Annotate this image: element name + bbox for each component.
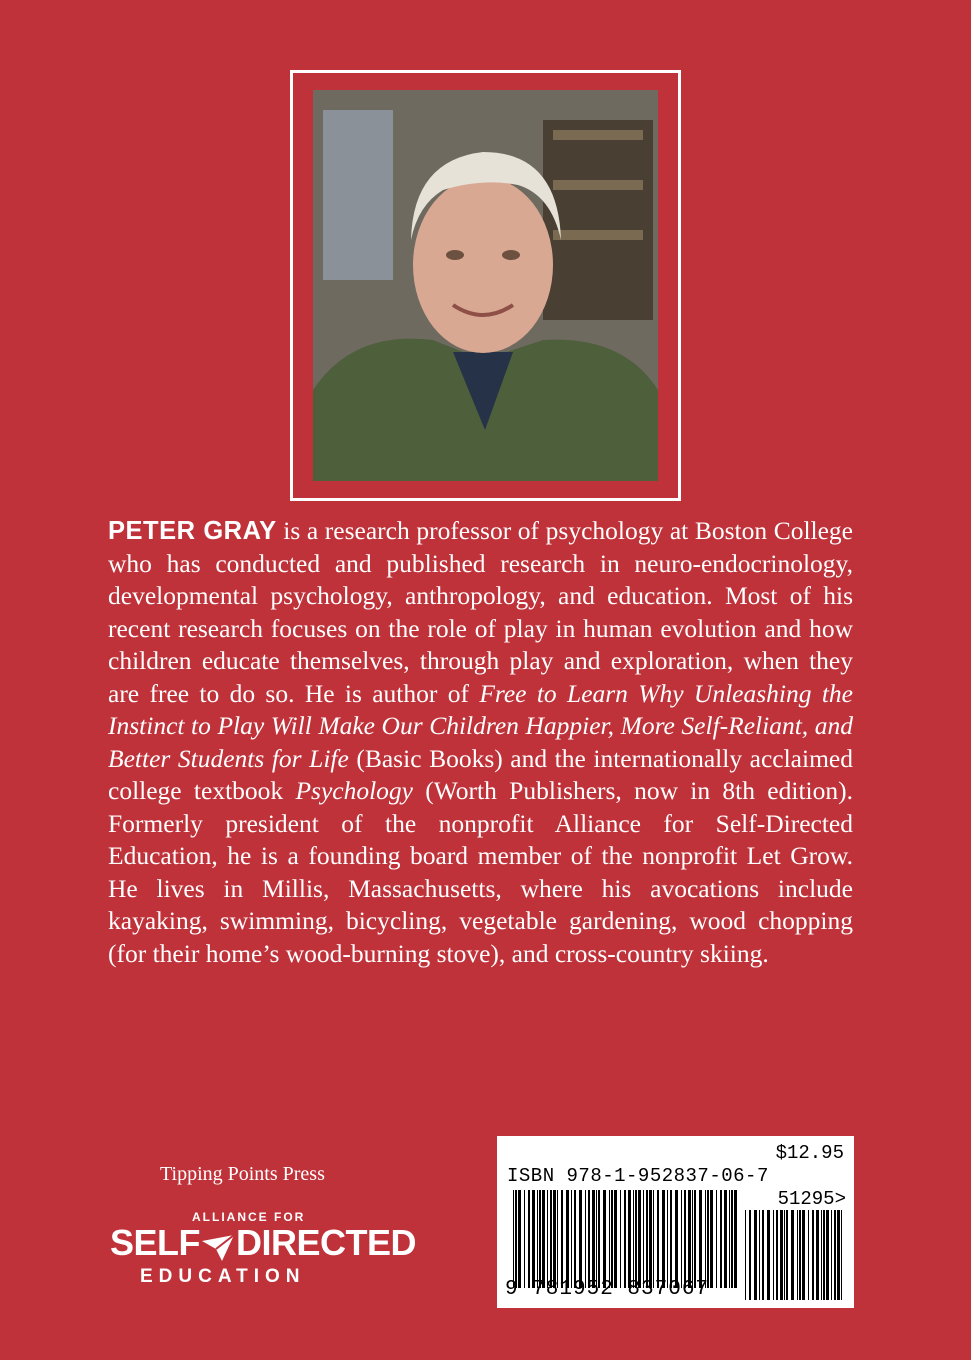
addon-code: 51295> [777,1188,846,1210]
author-name: PETER GRAY [108,517,277,545]
logo-word-self: SELF [110,1222,201,1263]
price-barcode [745,1210,845,1300]
logo-main-text [110,1222,416,1264]
book-title-psychology: Psychology [295,776,413,805]
bio-text-part-3: (Worth Publishers, now in 8th edition). Formerly president of the nonprofit Alliance for Self-Directed Education, he is a founding board member of the nonprofit Let Grow. He lives in Millis, Massachusetts, where his avocations include kayaking, swimming, bicycling, vegetable gardening, wood chopping (for their home’s wood-burning stove), and cross-country skiing. [108,776,853,968]
paper-plane-icon [200,1230,236,1260]
price-label: $12.95 [775,1142,844,1164]
book-title-free-to-learn: Free to Learn Why Unleashing the Instinct to Play Will Make Our Children Happier, More Self-Reliant, and Better Students for Life [108,678,853,773]
barcode-digits: 9 781952 837067 [505,1278,710,1301]
publisher-name: Tipping Points Press [160,1163,325,1185]
logo-top-text: ALLIANCE FOR [192,1210,306,1224]
logo-word-directed: DIRECTED [236,1222,417,1263]
alliance-logo [110,1210,420,1290]
author-bio [108,515,853,970]
isbn-barcode [513,1190,737,1288]
bio-text-part-2: (Basic Books) and the internationally acclaimed college textbook [108,743,853,805]
author-portrait-illustration [313,90,658,481]
barcode-label [497,1136,854,1308]
logo-bottom-text: EDUCATION [140,1266,306,1287]
author-photo [313,90,658,481]
author-photo-frame [290,70,681,501]
isbn-label: ISBN 978-1-952837-06-7 [507,1165,769,1187]
bio-text-part-1: is a research professor of psychology at Boston College who has conducted and published research in neuro-endocrinology, developmental psychology, anthropology, and education. Most of his recent research focuses on the role of play in human evolution and how children educate themselves, through play and exploration, when they are free to do so. He is author of [108,516,854,708]
